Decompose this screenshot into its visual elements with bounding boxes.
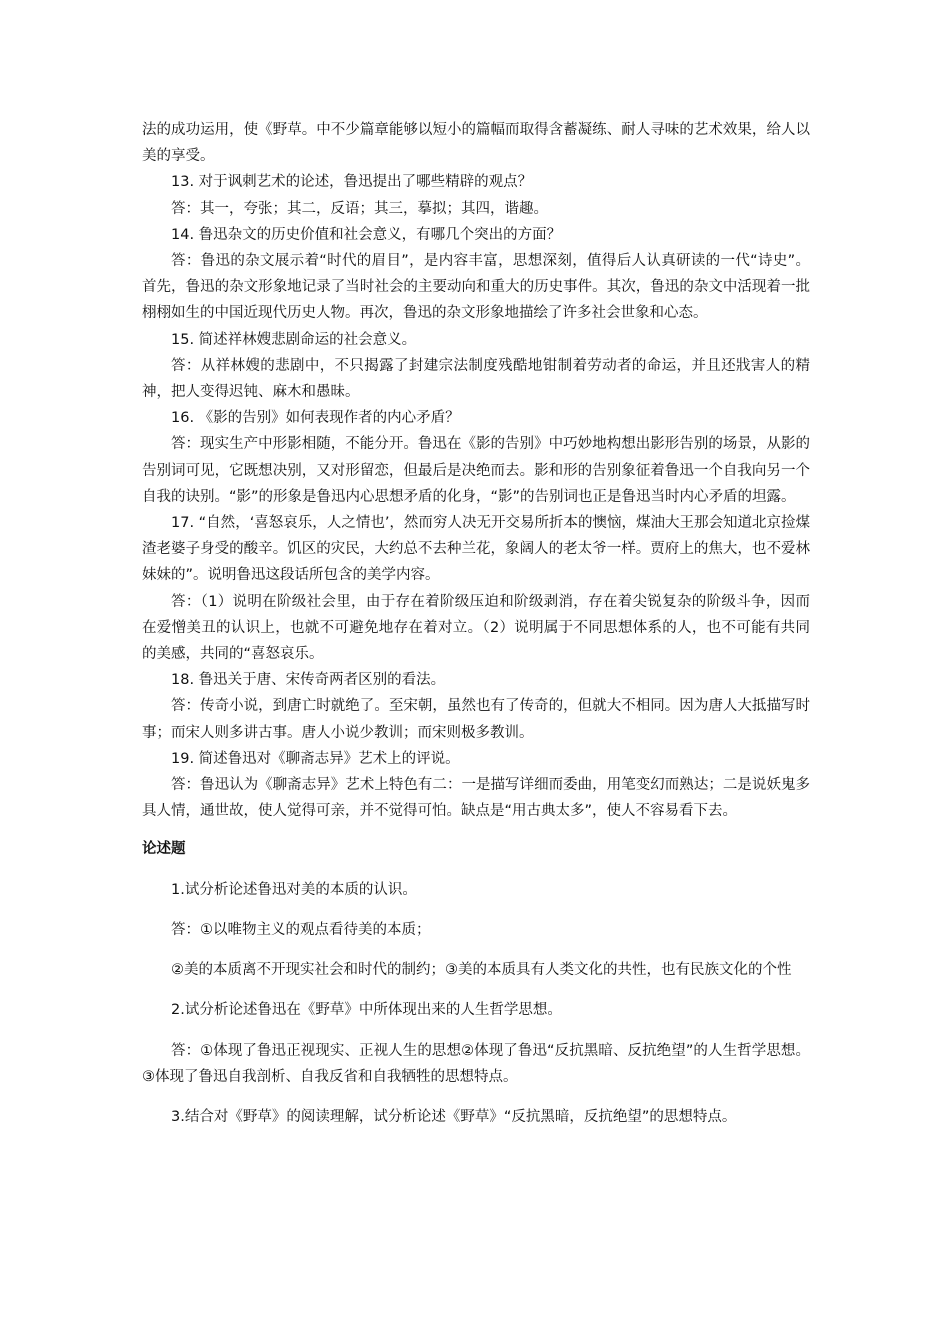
paragraph-continuation: 法的成功运用，使《野草。中不少篇章能够以短小的篇幅而取得含蓄凝练、耐人寻味的艺术效果，给人以美的享受。 bbox=[142, 122, 810, 165]
question-17: 17. “自然，‘喜怒哀乐，人之情也’，然而穷人决无开交易所折本的懊恼，煤油大王那会知道北京捡煤渣老婆子身受的酸辛。饥区的灾民，大约总不去种兰花，象阔人的老太爷一样。贾府上的焦大，也不爱林妹妹的”。说明鲁迅这段话所包含的美学内容。 bbox=[142, 515, 810, 584]
answer-18: 答：传奇小说，到唐亡时就绝了。至宋朝，虽然也有了传奇的，但就大不相同。因为唐人大抵描写时事；而宋人则多讲古事。唐人小说少教训；而宋则极多教训。 bbox=[142, 698, 810, 741]
answer-17: 答：（1）说明在阶级社会里，由于存在着阶级压迫和阶级剥消，存在着尖锐复杂的阶级斗争，因而在爱憎美丑的认识上，也就不可避免地存在着对立。（2）说明属于不同思想体系的人，也不可能有共同的美感，共同的“喜怒哀乐。 bbox=[142, 593, 810, 663]
question-14: 14. 鲁迅杂文的历史价值和社会意义，有哪几个突出的方面？ bbox=[171, 226, 562, 243]
essay-question-1: 1.试分析论述鲁迅对美的本质的认识。 bbox=[171, 881, 417, 898]
essay-answer-2: 答：①体现了鲁迅正视现实、正视人生的思想②体现了鲁迅“反抗黑暗、反抗绝望”的人生哲学思想。③体现了鲁迅自我剖析、自我反省和自我牺牲的思想特点。 bbox=[142, 1042, 810, 1085]
answer-14: 答：鲁迅的杂文展示着“时代的眉目”，是内容丰富，思想深刻，值得后人认真研读的一代“诗史”。首先，鲁迅的杂文形象地记录了当时社会的主要动向和重大的历史事件。其次，鲁迅的杂文中活现着一批栩栩如生的中国近现代历史人物。再次，鲁迅的杂文形象地描绘了许多社会世象和心态。 bbox=[142, 253, 810, 322]
answer-19: 答：鲁迅认为《聊斋志异》艺术上特色有二：一是描写详细而委曲，用笔变幻而熟达；二是说妖鬼多具人情，通世故，使人觉得可亲，并不觉得可怕。缺点是“用古典太多”，使人不容易看下去。 bbox=[142, 777, 810, 820]
essay-answer-1b: ②美的本质离不开现实社会和时代的制约；③美的本质具有人类文化的共性，也有民族文化的个性 bbox=[171, 962, 792, 979]
question-15: 15. 简述祥林嫂悲剧命运的社会意义。 bbox=[171, 331, 417, 348]
question-13: 13. 对于讽刺艺术的论述，鲁迅提出了哪些精辟的观点？ bbox=[171, 174, 533, 191]
essay-question-2: 2.试分析论述鲁迅在《野草》中所体现出来的人生哲学思想。 bbox=[171, 1002, 562, 1019]
answer-15: 答：从祥林嫂的悲剧中，不只揭露了封建宗法制度残酷地钳制着劳动者的命运，并且还戕害人的精神，把人变得迟钝、麻木和愚昧。 bbox=[142, 357, 810, 401]
essay-answer-1a: 答：①以唯物主义的观点看待美的本质； bbox=[171, 921, 431, 938]
question-16: 16. 《影的告别》如何表现作者的内心矛盾？ bbox=[171, 410, 460, 427]
section-heading: 论述题 bbox=[142, 841, 186, 858]
answer-13: 答：其一，夸张；其二，反语；其三，摹拟；其四，谐趣。 bbox=[171, 200, 548, 217]
essay-question-3: 3.结合对《野草》的阅读理解，试分析论述《野草》“反抗黑暗，反抗绝望”的思想特点。 bbox=[171, 1108, 737, 1125]
document-page bbox=[142, 117, 810, 1130]
question-18: 18. 鲁迅关于唐、宋传奇两者区别的看法。 bbox=[171, 672, 446, 689]
answer-16: 答：现实生产中形影相随，不能分开。鲁迅在《影的告别》中巧妙地构想出影形告别的场景，从影的告别词可见，它既想决别，又对形留恋，但最后是决绝而去。影和形的告别象征着鲁迅一个自我向另一个自我的诀别。“影”的形象是鲁迅内心思想矛盾的化身，“影”的告别词也正是鲁迅当时内心矛盾的坦露。 bbox=[142, 436, 810, 505]
question-19: 19. 简述鲁迅对《聊斋志异》艺术上的评说。 bbox=[171, 750, 460, 767]
